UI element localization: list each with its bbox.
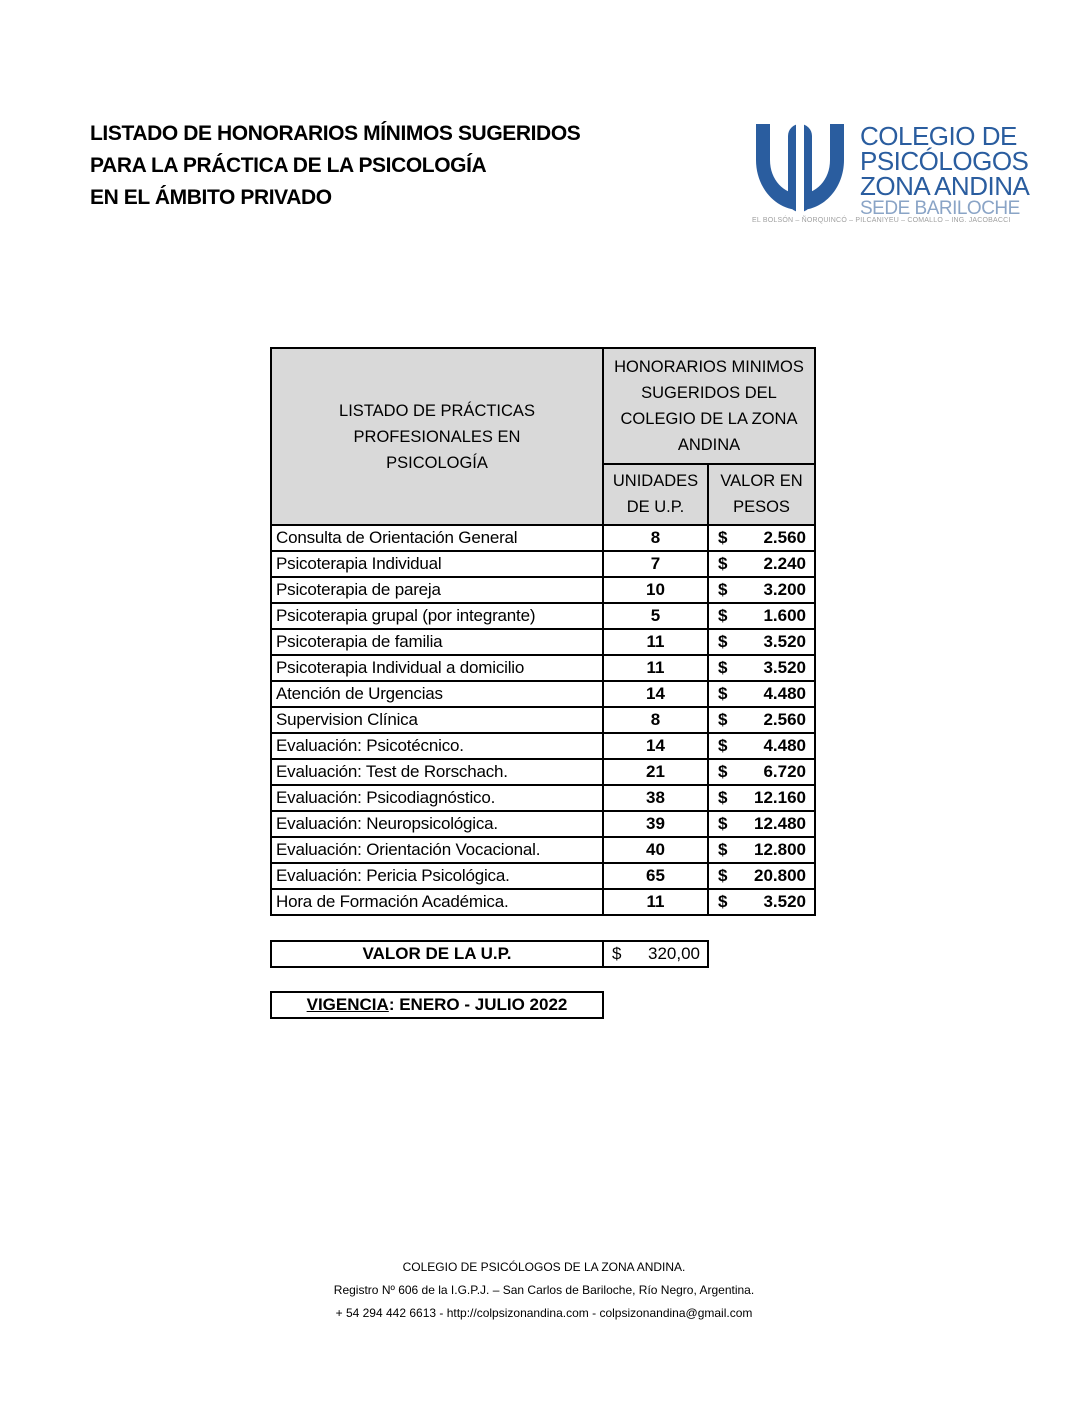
table-row (271, 551, 815, 577)
practice-name: Psicoterapia Individual a domicilio (271, 655, 603, 681)
page-footer (0, 1256, 1088, 1325)
practice-value-cell (708, 525, 815, 551)
practice-value: 2.240 (763, 554, 806, 573)
practice-name: Evaluación: Orientación Vocacional. (271, 837, 603, 863)
currency-symbol: $ (718, 840, 728, 859)
logo-towns: EL BOLSÓN – ÑORQUINCÓ – PILCANIYEU – COMALLO – ING. JACOBACCI (752, 217, 1011, 224)
practice-units: 38 (603, 785, 708, 811)
table-row (271, 629, 815, 655)
fees-table-body (271, 525, 815, 915)
practice-name: Supervision Clínica (271, 707, 603, 733)
practice-name: Psicoterapia de familia (271, 629, 603, 655)
table-row (271, 759, 815, 785)
practice-units: 39 (603, 811, 708, 837)
practice-units: 10 (603, 577, 708, 603)
title-line-2: PARA LA PRÁCTICA DE LA PSICOLOGÍA (90, 154, 487, 177)
practice-value: 3.520 (763, 658, 806, 677)
table-row (271, 577, 815, 603)
practice-value-cell (708, 681, 815, 707)
practice-value-cell (708, 759, 815, 785)
practice-value: 4.480 (763, 684, 806, 703)
practice-units: 21 (603, 759, 708, 785)
table-row (271, 733, 815, 759)
table-row (271, 525, 815, 551)
vigencia-period: : ENERO - JULIO 2022 (388, 995, 568, 1014)
practice-value: 4.480 (763, 736, 806, 755)
practice-name: Evaluación: Test de Rorschach. (271, 759, 603, 785)
practice-value-cell (708, 811, 815, 837)
fees-group-header-text: HONORARIOS MINIMOS SUGERIDOS DEL COLEGIO DE LA ZONA ANDINA (614, 357, 804, 454)
practice-units: 65 (603, 863, 708, 889)
practices-header (271, 348, 603, 525)
practice-name: Evaluación: Neuropsicológica. (271, 811, 603, 837)
practice-value: 12.480 (754, 814, 806, 833)
currency-symbol: $ (718, 528, 728, 547)
table-row (271, 603, 815, 629)
vigencia-box (270, 991, 604, 1019)
psi-emblem-icon (750, 124, 850, 212)
practice-units: 14 (603, 733, 708, 759)
practice-value: 12.800 (754, 840, 806, 859)
practice-value-cell (708, 707, 815, 733)
vigencia-label: VIGENCIA (306, 995, 389, 1014)
up-value-box (270, 940, 709, 968)
practice-name: Hora de Formación Académica. (271, 889, 603, 915)
practice-value: 3.520 (763, 632, 806, 651)
organization-logo (750, 121, 1030, 234)
practice-name: Evaluación: Psicotécnico. (271, 733, 603, 759)
table-row (271, 785, 815, 811)
currency-symbol: $ (718, 892, 728, 911)
currency-symbol: $ (718, 866, 728, 885)
practice-units: 40 (603, 837, 708, 863)
table-row (271, 681, 815, 707)
practice-name: Psicoterapia grupal (por integrante) (271, 603, 603, 629)
footer-line-2: Registro Nº 606 de la I.G.P.J. – San Carlos de Bariloche, Río Negro, Argentina. (333, 1283, 755, 1297)
practice-value: 12.160 (754, 788, 806, 807)
value-header (708, 464, 815, 525)
table-row (271, 655, 815, 681)
units-header (603, 464, 708, 525)
logo-line-3: ZONA ANDINA (860, 171, 1030, 201)
up-value-label: VALOR DE LA U.P. (271, 941, 603, 967)
up-value-currency: $ (612, 944, 622, 963)
logo-line-2: PSICÓLOGOS (860, 146, 1029, 176)
practice-value-cell (708, 733, 815, 759)
units-header-text: UNIDADES DE U.P. (612, 472, 699, 517)
table-row (271, 707, 815, 733)
practice-units: 8 (603, 707, 708, 733)
currency-symbol: $ (718, 554, 728, 573)
value-header-text: VALOR EN PESOS (720, 472, 803, 517)
up-value-amount-cell (603, 941, 708, 967)
practices-header-text: LISTADO DE PRÁCTICAS PROFESIONALES EN PSICOLOGÍA (339, 401, 535, 472)
practice-value-cell (708, 837, 815, 863)
title-line-1: LISTADO DE HONORARIOS MÍNIMOS SUGERIDOS (90, 122, 581, 145)
currency-symbol: $ (718, 710, 728, 729)
practice-value-cell (708, 629, 815, 655)
practice-value-cell (708, 655, 815, 681)
currency-symbol: $ (718, 632, 728, 651)
practice-value: 3.200 (763, 580, 806, 599)
practice-value: 6.720 (763, 762, 806, 781)
practice-value: 3.520 (763, 892, 806, 911)
table-row (271, 837, 815, 863)
practice-name: Evaluación: Psicodiagnóstico. (271, 785, 603, 811)
practice-value-cell (708, 551, 815, 577)
practice-units: 11 (603, 889, 708, 915)
currency-symbol: $ (718, 658, 728, 677)
currency-symbol: $ (718, 580, 728, 599)
practice-value-cell (708, 603, 815, 629)
practice-units: 5 (603, 603, 708, 629)
practice-value: 2.560 (763, 528, 806, 547)
logo-wordmark (860, 121, 1030, 219)
document-title (90, 118, 580, 214)
practice-name: Evaluación: Pericia Psicológica. (271, 863, 603, 889)
practice-name: Consulta de Orientación General (271, 525, 603, 551)
currency-symbol: $ (718, 762, 728, 781)
table-row (271, 811, 815, 837)
footer-line-1: COLEGIO DE PSICÓLOGOS DE LA ZONA ANDINA. (402, 1260, 686, 1274)
logo-line-1: COLEGIO DE (860, 121, 1017, 151)
practice-value: 1.600 (763, 606, 806, 625)
practice-value-cell (708, 889, 815, 915)
practice-units: 11 (603, 655, 708, 681)
fees-group-header (603, 348, 815, 464)
table-row (271, 889, 815, 915)
logo-line-4: SEDE BARILOCHE (860, 198, 1020, 219)
practice-name: Psicoterapia Individual (271, 551, 603, 577)
currency-symbol: $ (718, 814, 728, 833)
fees-table (270, 347, 816, 916)
practice-units: 14 (603, 681, 708, 707)
practice-value-cell (708, 785, 815, 811)
practice-name: Psicoterapia de pareja (271, 577, 603, 603)
currency-symbol: $ (718, 606, 728, 625)
practice-value-cell (708, 577, 815, 603)
footer-line-3: + 54 294 442 6613 - http://colpsizonandina.com - colpsizonandina@gmail.com (335, 1306, 753, 1320)
practice-name: Atención de Urgencias (271, 681, 603, 707)
currency-symbol: $ (718, 788, 728, 807)
practice-value: 20.800 (754, 866, 806, 885)
title-line-3: EN EL ÁMBITO PRIVADO (90, 186, 332, 209)
currency-symbol: $ (718, 736, 728, 755)
practice-value-cell (708, 863, 815, 889)
practice-value: 2.560 (763, 710, 806, 729)
currency-symbol: $ (718, 684, 728, 703)
table-row (271, 863, 815, 889)
practice-units: 7 (603, 551, 708, 577)
practice-units: 11 (603, 629, 708, 655)
up-value-amount: 320,00 (648, 944, 700, 963)
practice-units: 8 (603, 525, 708, 551)
